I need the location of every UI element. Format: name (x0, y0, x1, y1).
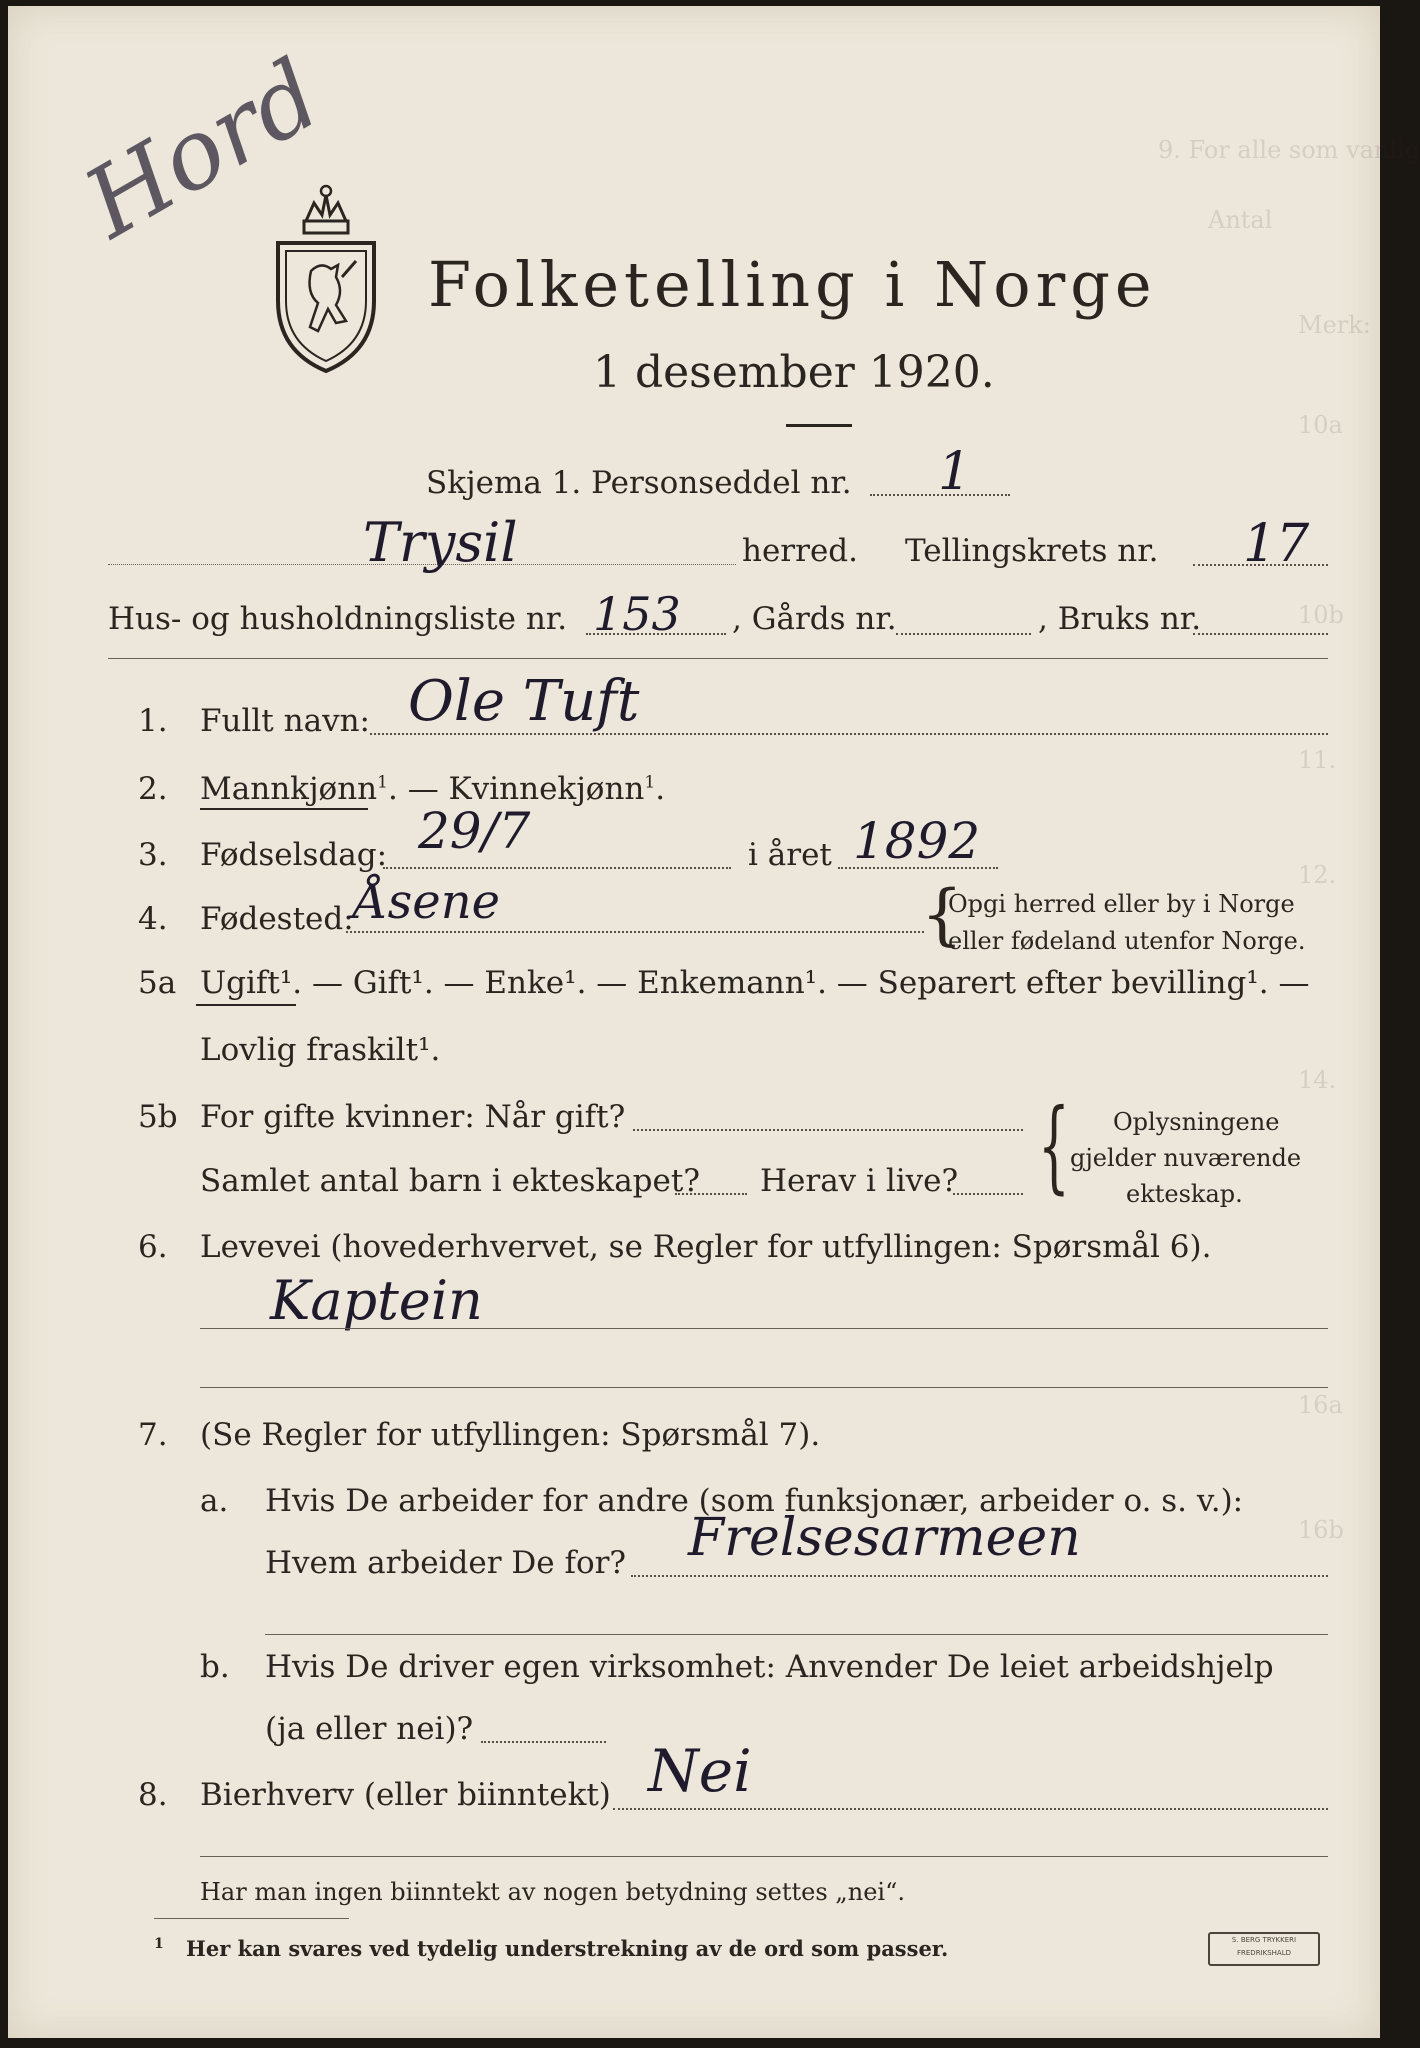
footnote-mark: 1 (154, 1936, 164, 1952)
husholdningsliste-value: 153 (593, 587, 681, 641)
birthplace-value: Åsene (353, 874, 501, 930)
side-income-value: Nei (648, 1737, 752, 1805)
ugift-underline (196, 1004, 296, 1006)
q5a-options (200, 965, 1310, 1001)
q2-sup-a: 1 (377, 772, 388, 793)
q3-year-label: i året (748, 837, 832, 873)
q7b-line (481, 1741, 606, 1743)
q5b-line-1 (633, 1129, 1023, 1131)
q6-line-1 (200, 1328, 1328, 1329)
q8-label: Bierhverv (eller biinntekt) (200, 1777, 611, 1813)
herred-value: Trysil (363, 511, 518, 574)
q6-line-2 (200, 1387, 1328, 1388)
footnote-divider (154, 1918, 349, 1919)
q1-label: Fullt navn: (200, 703, 370, 739)
q5b-brace: { (1038, 1087, 1070, 1204)
q7-number: 7. (138, 1417, 168, 1453)
printer-mark (1208, 1932, 1320, 1966)
q5b-number: 5b (138, 1099, 178, 1135)
q6-number: 6. (138, 1229, 168, 1265)
q5b-label-3: Herav i live? (760, 1163, 959, 1199)
full-name-value: Ole Tuft (408, 669, 640, 734)
tellingskrets-label: Tellingskrets nr. (905, 533, 1159, 569)
q5a-line2: Lovlig fraskilt¹. (200, 1032, 441, 1068)
personseddel-value: 1 (938, 442, 972, 502)
q5a-rest: ¹. — Gift¹. — Enke¹. — Enkemann¹. — Separert efter bevilling¹. — (279, 965, 1310, 1001)
q7a-label-2: Hvem arbeider De for? (265, 1545, 627, 1581)
q7b-label-1: Hvis De driver egen virksomhet: Anvender De leiet arbeidshjelp (265, 1649, 1274, 1685)
footer-note: Har man ingen biinntekt av nogen betydning settes „nei“. (200, 1878, 905, 1906)
q5b-label-1: For gifte kvinner: Når gift? (200, 1099, 626, 1135)
occupation-value: Kaptein (270, 1269, 483, 1332)
q5a-number: 5a (138, 965, 177, 1001)
page-title: Folketelling i Norge (428, 248, 1157, 321)
q5b-line-3 (953, 1193, 1023, 1195)
q3-number: 3. (138, 837, 168, 873)
skjema-label: Skjema 1. Personseddel nr. (426, 465, 852, 501)
tellingskrets-value: 17 (1243, 514, 1310, 574)
q6-label: Levevei (hovederhvervet, se Regler for utfyllingen: Spørsmål 6). (200, 1229, 1212, 1265)
q8-line (613, 1808, 1328, 1810)
herred-label: herred. (742, 533, 858, 569)
q5b-note-3: ekteskap. (1126, 1180, 1243, 1208)
q7b-number: b. (200, 1649, 230, 1685)
q8-number: 8. (138, 1777, 168, 1813)
option-mannkjonn: Mannkjønn (200, 771, 378, 807)
printer-mark-line-1: S. BERG TRYKKERI (1231, 1936, 1297, 1944)
q4-note-2: eller fødeland utenfor Norge. (948, 927, 1306, 955)
title-divider (786, 424, 852, 427)
birthdate-value: 29/7 (418, 802, 531, 860)
q4-note-1: Opgi herred eller by i Norge (948, 890, 1295, 918)
gards-line (896, 633, 1031, 635)
mannkjonn-underline (200, 808, 368, 810)
q5b-label-2: Samlet antal barn i ekteskapet? (200, 1163, 700, 1199)
census-form-page: 9. For alle som vanlig Antal Merk: 10a 10b 11. 12. 14. 16a 16b Hord Folketelling i Norge 1 desember 1920. Skjema 1. Personseddel nr. 1 Trysil herred. Tellingskrets nr. 17 Hus- og husholdningsliste nr. 153 , Gårds nr. , Bruks nr. 1. Fullt navn: Ole Tuft 2. Mannkjønn$^1$. — Kvinnekjønn$^1$. 3. Fødselsdag: 29/7 i året 1892 4. Fødested: Åsene { Opgi herred eller by i Norge eller fødeland utenfor Norge. 5a Ugift¹. — Gift¹. — Enke¹. — Enkemann¹. — Separert efter bevilling¹. — Lovlig fraskilt¹. 5b For gifte kvinner: Når gift? Samlet antal barn i ekteskapet? Herav i live? { Oplysningene gjelder nuværende ekteskap. 6. Levevei (hovederhvervet, se Regler for utfyllingen: Spørsmål 6). Kaptein 7. (Se Regler for utfyllingen: Spørsmål 7). a. Hvis De arbeider for andre (som funksjonær, arbeider o. s. v.): Hvem arbeider De for? Frelsesarmeen b. Hvis De driver egen virksomhet: Anvender De leiet arbeidshjelp (ja eller nei)? 8. Bierhverv (eller biinntekt) Nei Har man ingen biinntekt av nogen betydning settes „nei“. 1 Her kan svares ved tydelig understrekning av de ord som passer. S. BERG TRYKKERI FREDRIKSHALD (8, 6, 1380, 2038)
q2-end: . (655, 771, 666, 807)
q2-sex-options (200, 771, 666, 807)
q5b-note-2: gjelder nuværende (1070, 1144, 1302, 1172)
q4-label: Fødested: (200, 901, 354, 937)
bruks-label: , Bruks nr. (1038, 601, 1202, 637)
norwegian-coat-of-arms-icon (266, 181, 386, 381)
employer-value: Frelsesarmeen (688, 1508, 1081, 1568)
footnote-text: Her kan svares ved tydelig understrekning av de ord som passer. (186, 1936, 949, 1961)
q2-number: 2. (138, 771, 168, 807)
q7a-line (631, 1575, 1328, 1577)
q3-day-line (383, 867, 731, 869)
q2-separator: . — (387, 771, 449, 807)
q4-number: 4. (138, 901, 168, 937)
q2-sup-b: 1 (644, 772, 656, 793)
q3-label: Fødselsdag: (200, 837, 388, 873)
printer-mark-line-2: FREDRIKSHALD (1236, 1949, 1291, 1957)
margin-note: Hord (66, 38, 339, 260)
gards-label: , Gårds nr. (732, 601, 897, 637)
q7a-line-2 (265, 1634, 1328, 1635)
q7b-label-2: (ja eller nei)? (265, 1711, 474, 1747)
q4-brace: { (921, 876, 963, 953)
q7a-label-1: Hvis De arbeider for andre (som funksjonær, arbeider o. s. v.): (265, 1483, 1244, 1519)
option-ugift: Ugift (200, 965, 280, 1001)
bruks-line (1193, 633, 1328, 635)
q5b-note-1: Oplysningene (1113, 1108, 1280, 1136)
q1-number: 1. (138, 703, 168, 739)
option-kvinnekjonn: Kvinnekjønn (448, 771, 645, 807)
q8-line-2 (200, 1856, 1328, 1857)
section-divider (108, 658, 1328, 659)
birthyear-value: 1892 (853, 812, 981, 870)
q5b-line-2 (675, 1193, 747, 1195)
husholdningsliste-label: Hus- og husholdningsliste nr. (108, 601, 568, 637)
q7a-number: a. (200, 1483, 229, 1519)
q4-line (346, 931, 924, 933)
census-date: 1 desember 1920. (593, 347, 995, 398)
q7-label: (Se Regler for utfyllingen: Spørsmål 7). (200, 1417, 821, 1453)
